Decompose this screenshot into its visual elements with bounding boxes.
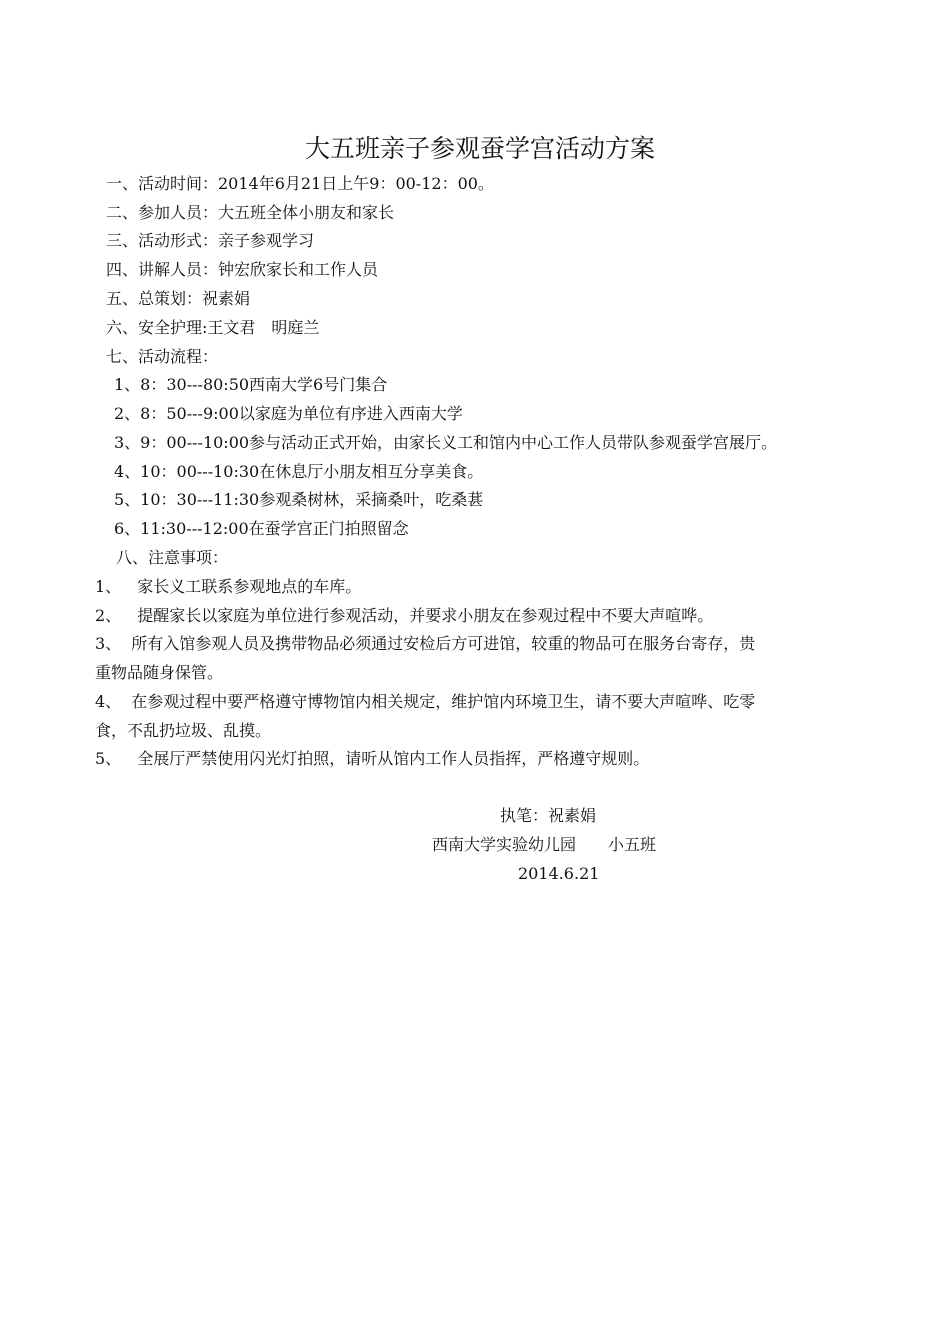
info-participants: 二、参加人员：大五班全体小朋友和家长: [106, 203, 395, 222]
notes-heading: 八、注意事项：: [116, 548, 229, 567]
process-step: 4、10：00---10:30在休息厅小朋友相互分享美食。: [114, 462, 484, 481]
signature-org: 西南大学实验幼儿园 小五班: [432, 835, 657, 854]
document-title: 大五班亲子参观蚕学宫活动方案: [304, 134, 655, 163]
info-activity-time: 一、活动时间：2014年6月21日上午9：00-12：00。: [106, 174, 494, 193]
note-item: [95, 633, 755, 655]
note-continuation: 食，不乱扔垃圾、乱摸。: [95, 721, 272, 740]
note-item: [95, 748, 649, 770]
note-text: 在参观过程中要严格遵守博物馆内相关规定，维护馆内环境卫生，请不要大声喧哗、吃零: [131, 692, 756, 711]
process-step: 1、8：30---80:50西南大学6号门集合: [114, 375, 388, 394]
note-continuation: 重物品随身保管。: [95, 663, 224, 682]
process-step: 5、10：30---11:30参观桑树林，采摘桑叶，吃桑葚: [114, 490, 484, 509]
info-guides: 四、讲解人员：钟宏欣家长和工作人员: [106, 260, 379, 279]
note-number: 4、: [95, 692, 122, 711]
info-safety: 六、安全护理:王文君 明庭兰: [106, 318, 320, 337]
process-step: 3、9：00---10:00参与活动正式开始，由家长义工和馆内中心工作人员带队参观蚕学宫展厅。: [114, 433, 778, 452]
note-text: 家长义工联系参观地点的车库。: [137, 577, 362, 596]
signature-date: 2014.6.21: [518, 864, 600, 883]
process-step: 6、11:30---12:00在蚕学宫正门拍照留念: [114, 519, 409, 538]
info-activity-form: 三、活动形式：亲子参观学习: [106, 231, 315, 250]
process-step: 2、8：50---9:00以家庭为单位有序进入西南大学: [114, 404, 463, 423]
signature-author: 执笔：祝素娟: [500, 806, 597, 825]
info-process-heading: 七、活动流程：: [106, 347, 219, 366]
note-text: 全展厅严禁使用闪光灯拍照，请听从馆内工作人员指挥，严格遵守规则。: [137, 749, 650, 768]
note-item: [95, 605, 713, 627]
note-item: [95, 691, 755, 713]
note-item: [95, 576, 361, 598]
note-number: 3、: [95, 634, 122, 653]
info-planner: 五、总策划：祝素娟: [106, 289, 251, 308]
note-number: 5、: [95, 749, 122, 768]
note-number: 1、: [95, 577, 122, 596]
note-number: 2、: [95, 606, 122, 625]
note-text: 提醒家长以家庭为单位进行参观活动，并要求小朋友在参观过程中不要大声喧哗。: [137, 606, 714, 625]
note-text: 所有入馆参观人员及携带物品必须通过安检后方可进馆，较重的物品可在服务台寄存，贵: [131, 634, 756, 653]
